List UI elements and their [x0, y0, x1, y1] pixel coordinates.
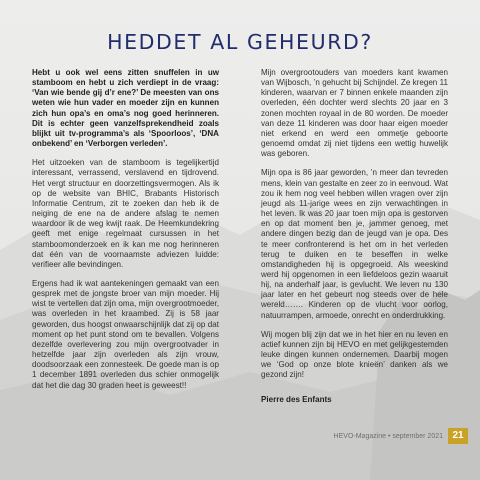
page-number: 21 — [448, 428, 468, 444]
magazine-footer: HEVO-Magazine • september 2021 — [333, 433, 443, 440]
intro-paragraph: Hebt u ook wel eens zitten snuffelen in uw stamboom en hebt u zich verdiept in de vraag: ‘Van wie bende gij d’r ene?’ De meesten van ons weten wie hun vader en moeder zijn en kunnen zich hun opa’s en oma’s nog goed herinneren. Dit is echter geen vanzelfsprekendheid zoals blijkt uit tv-programma’s als ‘Spoorloos’, ‘DNA onbekend’ en ‘Verborgen verleden’. — [32, 68, 219, 149]
body-paragraph: Mijn opa is 86 jaar geworden, ’n meer dan tevreden mens, klein van gestalte en zeer zo in eenvoud. Wat zou ik hem nog veel hebben willen vragen over zijn jeugd als 11-jarige wees en zijn verwachtingen in het leven. Ik was 20 jaar toen mijn opa is gestorven en op dat moment ben je, jammer genoeg, met andere dingen bezig dan de jeugd van je opa. Des te meer confronterend is het om in het verleden terug te duiken en te beseffen in welke omstandigheden hij is opgegroeid. Als weeskind werd hij opgenomen in een liefdeloos gezin waaruit hij, na anderhalf jaar, is gevlucht. We leven nu 130 jaar later en het gebeurt nog steeds over de hele wereld……. Kinderen op de vlucht voor oorlog, natuurrampen, armoede, onrecht en onderdrukking. — [261, 168, 448, 320]
right-column — [261, 68, 448, 414]
body-paragraph: Ergens had ik wat aantekeningen gemaakt van een gesprek met de jongste broer van mijn moeder. Hij wist te vertellen dat zijn oma, mijn overgrootmoeder, was overleden in het kraambed. Zij is 58 jaar geworden, dus hoogst onwaarschijnlijk dat zij op dat moment op het punt stond om te bevallen. Volgens dezelfde overlevering zou mijn overgrootvader in hetzelfde jaar zijn overleden als zijn vrouw, doodsoorzaak een zonnesteek. De goede man is op 1 december 1891 overleden dus schier onmogelijk dat het die dag 30 graden heet is geweest!! — [32, 278, 219, 390]
body-paragraph: Wij mogen blij zijn dat we in het hier en nu leven en actief kunnen zijn bij HEVO en met gelijkgestemden leuke dingen kunnen ondernemen. Daarbij mogen we ‘God op onze blote knieën’ danken als we gezond zijn! — [261, 329, 448, 380]
body-paragraph: Het uitzoeken van de stamboom is tegelijkertijd interessant, verrassend, verslavend en tijdrovend. Het vergt structuur en doorzettingsvermogen. Als ik op de website van BHIC, Brabants Historisch Informatie Centrum, zit te zoeken dan heb ik de neiging de ene na de andere afslag te nemen waardoor ik de weg kwijt raak. De Heemkundekring geeft met enige regelmaat cursussen in het stamboomonderzoek en ik kan me nog herinneren dat één van de voornaamste adviezen luidde: verifieer alle bevindingen. — [32, 158, 219, 269]
left-column — [32, 68, 219, 400]
article-title: HEDDET AL GEHEURD? — [107, 30, 373, 54]
author-signature: Pierre des Enfants — [261, 394, 332, 404]
body-paragraph: Mijn overgrootouders van moeders kant kwamen van Wijbosch, ’n gehucht bij Schijndel. Ze kregen 11 kinderen, waarvan er 7 binnen enkele maanden zijn overleden, één dochter werd slechts 20 jaar en 3 zonen mochten royaal in de 80 worden. De moeder van deze 11 kinderen was door haar eigen moeder niet erkend en werd een ommetje geboorte genoemd omdat zij niet tijdens een wettig huwelijk was geboren. — [261, 68, 448, 159]
